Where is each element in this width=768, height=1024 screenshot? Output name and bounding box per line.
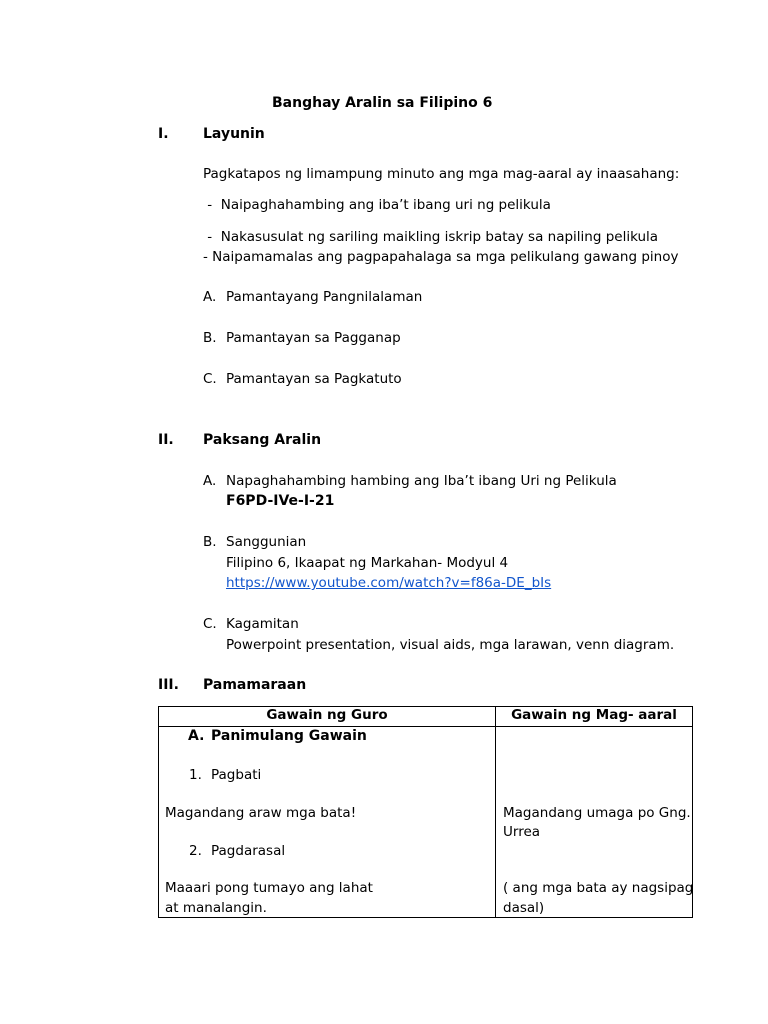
step-label: Pagdarasal — [211, 843, 286, 859]
part-title: Panimulang Gawain — [211, 728, 367, 744]
step-number: 2. — [189, 843, 202, 859]
table-row — [159, 727, 693, 918]
student-greeting-line: Urrea — [503, 824, 541, 840]
standard-text: Pamantayan sa Pagkatuto — [226, 371, 402, 387]
student-cell — [496, 727, 693, 918]
standard-text: Pamantayang Pangnilalaman — [226, 289, 423, 305]
section-1-heading: Layunin — [203, 126, 265, 142]
student-prayer-line: ( ang mga bata ay nagsipag — [503, 880, 694, 896]
step-label: Pagbati — [211, 767, 262, 783]
standard-letter: A. — [203, 289, 217, 305]
step-number: 1. — [189, 767, 202, 783]
standard-letter: B. — [203, 330, 217, 346]
standard-letter: C. — [203, 371, 217, 387]
reference-link[interactable]: https://www.youtube.com/watch?v=f86a-DE_bIs — [226, 575, 552, 591]
section-3-heading: Pamamaraan — [203, 677, 307, 693]
standard-text: Pamantayan sa Pagganap — [226, 330, 401, 346]
section-1-numeral: I. — [158, 126, 169, 142]
table-header-row — [159, 707, 693, 727]
student-column-header: Gawain ng Mag- aaral — [496, 707, 693, 727]
section-3-numeral: III. — [158, 677, 179, 693]
materials-letter: C. — [203, 616, 217, 632]
document-title: Banghay Aralin sa Filipino 6 — [272, 95, 493, 111]
materials-text: Powerpoint presentation, visual aids, mga larawan, venn diagram. — [226, 637, 675, 653]
objectives-intro: Pagkatapos ng limampung minuto ang mga mag-aaral ay inaasahang: — [203, 166, 680, 182]
reference-label: Sanggunian — [226, 534, 307, 550]
student-prayer-line: dasal) — [503, 900, 545, 916]
topic-text: Napaghahambing hambing ang Iba’t ibang Uri ng Pelikula — [226, 473, 617, 489]
teacher-column-header: Gawain ng Guro — [159, 707, 496, 727]
teacher-greeting: Magandang araw mga bata! — [165, 805, 357, 821]
section-2-numeral: II. — [158, 432, 174, 448]
materials-label: Kagamitan — [226, 616, 299, 632]
teacher-prayer-line: at manalangin. — [165, 900, 267, 916]
procedure-table — [158, 706, 693, 918]
objective-item: - Naipamamalas ang pagpapahalaga sa mga pelikulang gawang pinoy — [203, 249, 679, 265]
reference-letter: B. — [203, 534, 217, 550]
student-greeting-line: Magandang umaga po Gng. — [503, 805, 691, 821]
objective-item: - Nakasusulat ng sariling maikling iskrip batay sa napiling pelikula — [203, 229, 659, 245]
teacher-prayer-line: Maaari pong tumayo ang lahat — [165, 880, 373, 896]
teacher-cell — [159, 727, 496, 918]
section-2-heading: Paksang Aralin — [203, 432, 322, 448]
topic-letter: A. — [203, 473, 217, 489]
objective-item: - Naipaghahambing ang iba’t ibang uri ng pelikula — [203, 197, 551, 213]
reference-book: Filipino 6, Ikaapat ng Markahan- Modyul 4 — [226, 555, 509, 571]
competency-code: F6PD-IVe-I-21 — [226, 493, 335, 509]
part-letter: A. — [188, 728, 205, 744]
